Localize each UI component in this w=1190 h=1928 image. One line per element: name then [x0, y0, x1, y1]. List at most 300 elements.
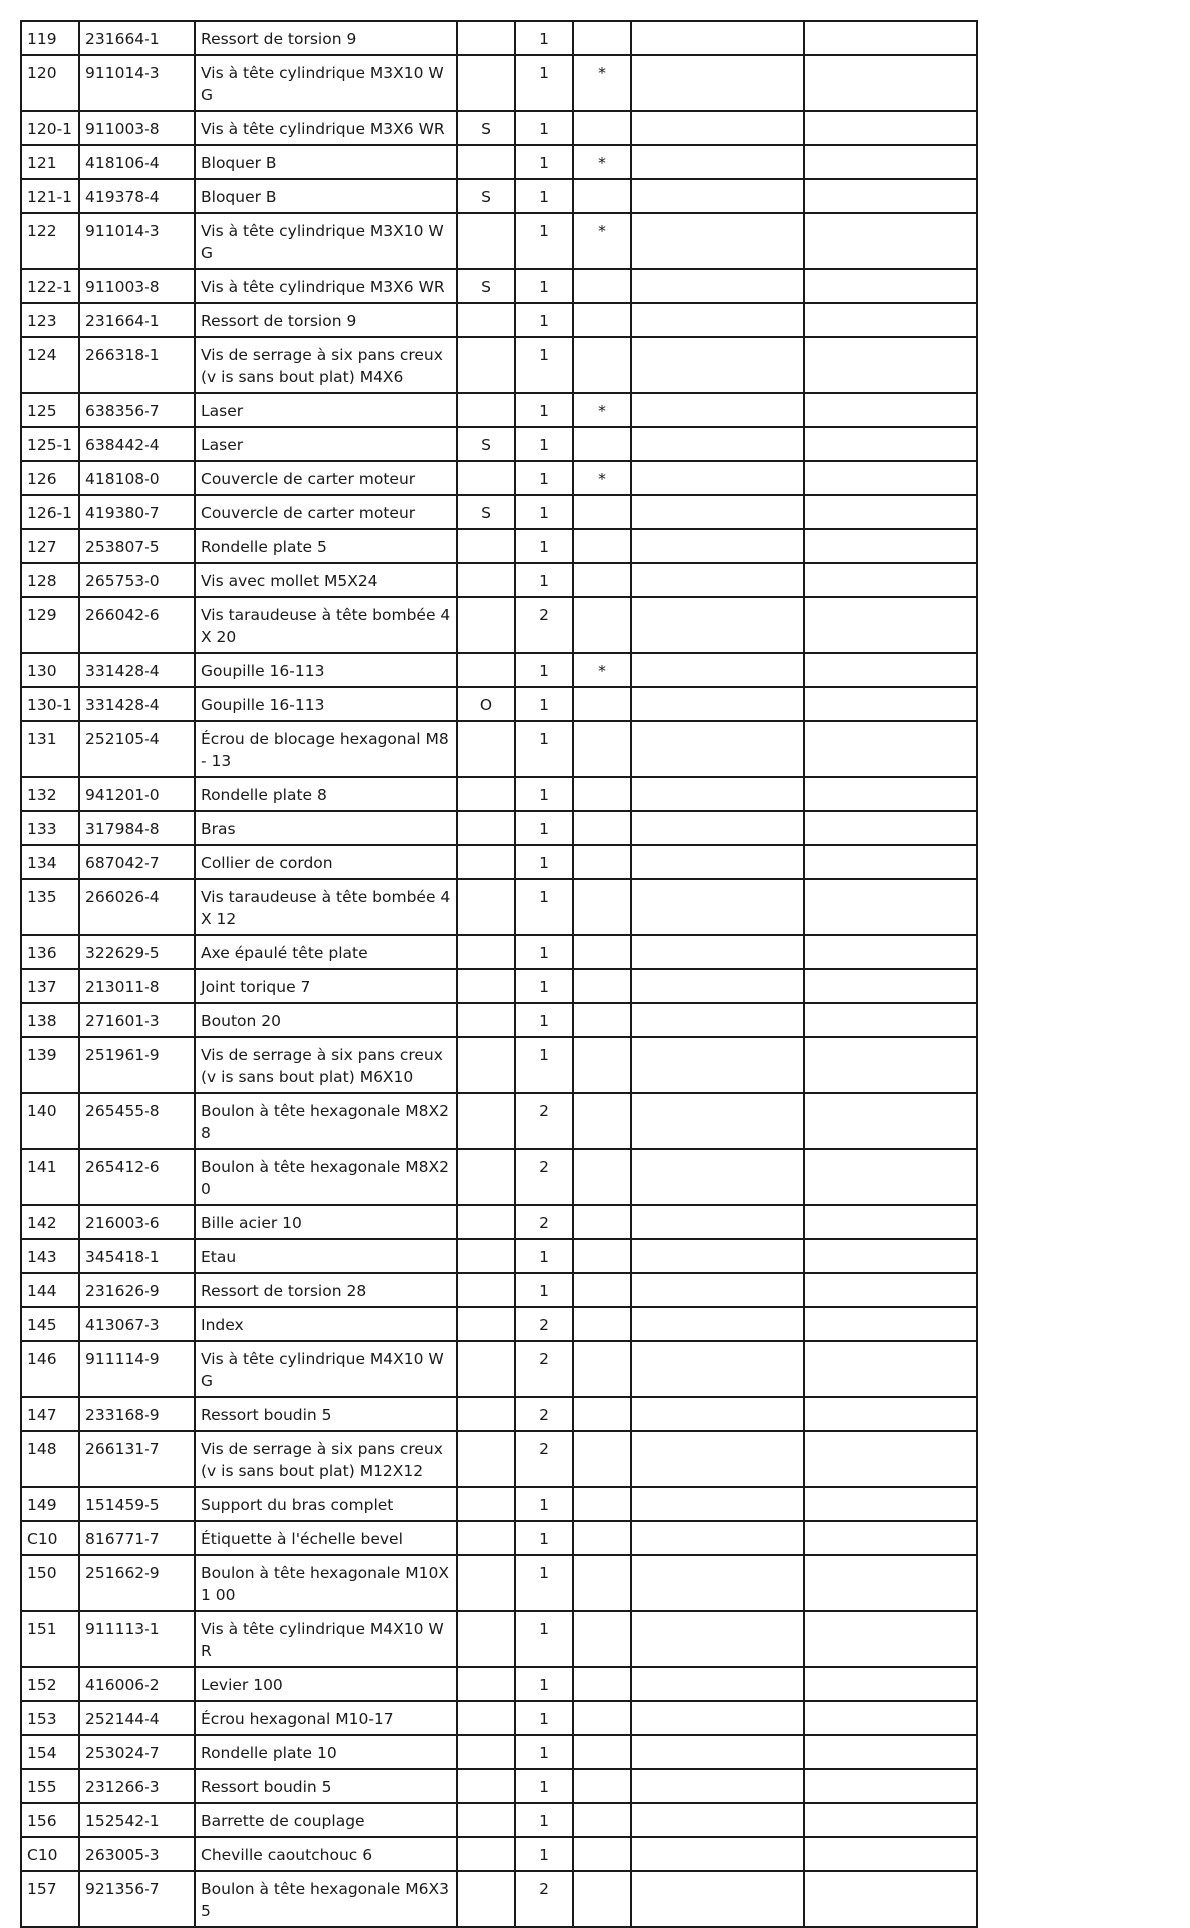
- table-row: [21, 1239, 977, 1273]
- parts-list-page: [20, 20, 976, 1928]
- table-row: [21, 269, 977, 303]
- blank-cell: [631, 653, 804, 687]
- quantity-cell: 2: [515, 1307, 573, 1341]
- note-cell: [573, 1803, 631, 1837]
- blank-cell: [631, 1431, 804, 1487]
- note-cell: [573, 1307, 631, 1341]
- quantity-cell: 2: [515, 1431, 573, 1487]
- part-number-cell: 345418-1: [79, 1239, 195, 1273]
- description-cell: Ressort de torsion 9: [195, 21, 457, 55]
- blank-cell: [804, 145, 977, 179]
- blank-cell: [804, 1397, 977, 1431]
- description-cell: Rondelle plate 5: [195, 529, 457, 563]
- quantity-cell: 1: [515, 179, 573, 213]
- item-number-cell: 135: [21, 879, 79, 935]
- table-row: [21, 1611, 977, 1667]
- blank-cell: [631, 303, 804, 337]
- blank-cell: [804, 1871, 977, 1927]
- blank-cell: [631, 393, 804, 427]
- blank-cell: [804, 461, 977, 495]
- item-number-cell: 155: [21, 1769, 79, 1803]
- part-number-cell: 331428-4: [79, 687, 195, 721]
- blank-cell: [804, 811, 977, 845]
- blank-cell: [804, 111, 977, 145]
- note-cell: [573, 1431, 631, 1487]
- blank-cell: [804, 1093, 977, 1149]
- table-row: [21, 1837, 977, 1871]
- item-number-cell: 130-1: [21, 687, 79, 721]
- part-number-cell: 317984-8: [79, 811, 195, 845]
- item-number-cell: 154: [21, 1735, 79, 1769]
- blank-cell: [804, 213, 977, 269]
- flag-cell: [457, 597, 515, 653]
- description-cell: Bloquer B: [195, 179, 457, 213]
- part-number-cell: 416006-2: [79, 1667, 195, 1701]
- quantity-cell: 2: [515, 1341, 573, 1397]
- description-cell: Étiquette à l'échelle bevel: [195, 1521, 457, 1555]
- part-number-cell: 263005-3: [79, 1837, 195, 1871]
- item-number-cell: 120-1: [21, 111, 79, 145]
- table-row: [21, 427, 977, 461]
- note-cell: [573, 337, 631, 393]
- blank-cell: [631, 1735, 804, 1769]
- table-row: [21, 845, 977, 879]
- description-cell: Écrou de blocage hexagonal M8- 13: [195, 721, 457, 777]
- blank-cell: [804, 427, 977, 461]
- part-number-cell: 252105-4: [79, 721, 195, 777]
- description-cell: Support du bras complet: [195, 1487, 457, 1521]
- table-row: [21, 777, 977, 811]
- item-number-cell: C10: [21, 1521, 79, 1555]
- part-number-cell: 911014-3: [79, 213, 195, 269]
- table-row: [21, 111, 977, 145]
- table-row: [21, 1431, 977, 1487]
- flag-cell: [457, 1667, 515, 1701]
- note-cell: [573, 1341, 631, 1397]
- description-cell: Laser: [195, 427, 457, 461]
- blank-cell: [804, 393, 977, 427]
- blank-cell: [804, 969, 977, 1003]
- description-cell: Bouton 20: [195, 1003, 457, 1037]
- blank-cell: [631, 969, 804, 1003]
- table-row: [21, 1341, 977, 1397]
- quantity-cell: 1: [515, 269, 573, 303]
- blank-cell: [631, 1837, 804, 1871]
- note-cell: [573, 1769, 631, 1803]
- table-row: [21, 721, 977, 777]
- blank-cell: [631, 1487, 804, 1521]
- part-number-cell: 419380-7: [79, 495, 195, 529]
- description-cell: Laser: [195, 393, 457, 427]
- blank-cell: [631, 213, 804, 269]
- flag-cell: [457, 1093, 515, 1149]
- blank-cell: [631, 337, 804, 393]
- quantity-cell: 1: [515, 393, 573, 427]
- blank-cell: [631, 777, 804, 811]
- blank-cell: [631, 1667, 804, 1701]
- item-number-cell: 129: [21, 597, 79, 653]
- item-number-cell: 151: [21, 1611, 79, 1667]
- note-cell: [573, 269, 631, 303]
- flag-cell: [457, 1555, 515, 1611]
- flag-cell: [457, 461, 515, 495]
- blank-cell: [804, 1307, 977, 1341]
- item-number-cell: 124: [21, 337, 79, 393]
- quantity-cell: 1: [515, 303, 573, 337]
- item-number-cell: 139: [21, 1037, 79, 1093]
- table-row: [21, 969, 977, 1003]
- quantity-cell: 1: [515, 969, 573, 1003]
- item-number-cell: 125: [21, 393, 79, 427]
- item-number-cell: 147: [21, 1397, 79, 1431]
- description-cell: Index: [195, 1307, 457, 1341]
- part-number-cell: 266026-4: [79, 879, 195, 935]
- description-cell: Axe épaulé tête plate: [195, 935, 457, 969]
- part-number-cell: 266042-6: [79, 597, 195, 653]
- part-number-cell: 252144-4: [79, 1701, 195, 1735]
- note-cell: [573, 845, 631, 879]
- note-cell: [573, 1837, 631, 1871]
- note-cell: [573, 21, 631, 55]
- quantity-cell: 1: [515, 1803, 573, 1837]
- description-cell: Bille acier 10: [195, 1205, 457, 1239]
- flag-cell: [457, 1307, 515, 1341]
- item-number-cell: 120: [21, 55, 79, 111]
- quantity-cell: 1: [515, 1003, 573, 1037]
- quantity-cell: 1: [515, 461, 573, 495]
- quantity-cell: 1: [515, 495, 573, 529]
- blank-cell: [631, 1273, 804, 1307]
- blank-cell: [804, 653, 977, 687]
- quantity-cell: 1: [515, 529, 573, 563]
- table-row: [21, 811, 977, 845]
- description-cell: Joint torique 7: [195, 969, 457, 1003]
- flag-cell: O: [457, 687, 515, 721]
- note-cell: [573, 303, 631, 337]
- blank-cell: [631, 1037, 804, 1093]
- flag-cell: [457, 1397, 515, 1431]
- blank-cell: [631, 721, 804, 777]
- part-number-cell: 233168-9: [79, 1397, 195, 1431]
- part-number-cell: 253024-7: [79, 1735, 195, 1769]
- flag-cell: [457, 1521, 515, 1555]
- quantity-cell: 1: [515, 563, 573, 597]
- description-cell: Barrette de couplage: [195, 1803, 457, 1837]
- table-row: [21, 1093, 977, 1149]
- flag-cell: S: [457, 111, 515, 145]
- item-number-cell: 122-1: [21, 269, 79, 303]
- blank-cell: [804, 1769, 977, 1803]
- table-row: [21, 563, 977, 597]
- blank-cell: [631, 461, 804, 495]
- flag-cell: [457, 1431, 515, 1487]
- quantity-cell: 1: [515, 687, 573, 721]
- table-row: [21, 1397, 977, 1431]
- quantity-cell: 1: [515, 111, 573, 145]
- table-row: [21, 1555, 977, 1611]
- table-row: [21, 1735, 977, 1769]
- table-row: [21, 1667, 977, 1701]
- quantity-cell: 1: [515, 1837, 573, 1871]
- flag-cell: S: [457, 495, 515, 529]
- description-cell: Vis à tête cylindrique M3X10 WG: [195, 213, 457, 269]
- quantity-cell: 1: [515, 1555, 573, 1611]
- item-number-cell: 142: [21, 1205, 79, 1239]
- blank-cell: [631, 1307, 804, 1341]
- flag-cell: [457, 529, 515, 563]
- item-number-cell: 145: [21, 1307, 79, 1341]
- quantity-cell: 1: [515, 1735, 573, 1769]
- description-cell: Vis à tête cylindrique M3X6 WR: [195, 111, 457, 145]
- item-number-cell: 127: [21, 529, 79, 563]
- blank-cell: [631, 1397, 804, 1431]
- quantity-cell: 1: [515, 1239, 573, 1273]
- part-number-cell: 213011-8: [79, 969, 195, 1003]
- flag-cell: [457, 563, 515, 597]
- note-cell: *: [573, 145, 631, 179]
- quantity-cell: 1: [515, 337, 573, 393]
- description-cell: Couvercle de carter moteur: [195, 461, 457, 495]
- description-cell: Etau: [195, 1239, 457, 1273]
- flag-cell: [457, 1341, 515, 1397]
- table-row: [21, 337, 977, 393]
- flag-cell: [457, 1837, 515, 1871]
- item-number-cell: 132: [21, 777, 79, 811]
- table-row: [21, 303, 977, 337]
- quantity-cell: 1: [515, 777, 573, 811]
- flag-cell: [457, 1273, 515, 1307]
- blank-cell: [631, 563, 804, 597]
- table-row: [21, 1871, 977, 1927]
- blank-cell: [804, 1521, 977, 1555]
- quantity-cell: 2: [515, 1871, 573, 1927]
- part-number-cell: 911113-1: [79, 1611, 195, 1667]
- flag-cell: [457, 1003, 515, 1037]
- blank-cell: [631, 1149, 804, 1205]
- quantity-cell: 1: [515, 145, 573, 179]
- part-number-cell: 638442-4: [79, 427, 195, 461]
- note-cell: *: [573, 55, 631, 111]
- description-cell: Vis à tête cylindrique M4X10 WG: [195, 1341, 457, 1397]
- blank-cell: [631, 1239, 804, 1273]
- part-number-cell: 687042-7: [79, 845, 195, 879]
- table-row: [21, 393, 977, 427]
- part-number-cell: 152542-1: [79, 1803, 195, 1837]
- note-cell: [573, 1037, 631, 1093]
- note-cell: [573, 111, 631, 145]
- note-cell: [573, 687, 631, 721]
- part-number-cell: 418108-0: [79, 461, 195, 495]
- quantity-cell: 1: [515, 1769, 573, 1803]
- note-cell: [573, 879, 631, 935]
- table-row: [21, 21, 977, 55]
- description-cell: Collier de cordon: [195, 845, 457, 879]
- item-number-cell: 141: [21, 1149, 79, 1205]
- note-cell: [573, 495, 631, 529]
- quantity-cell: 1: [515, 213, 573, 269]
- flag-cell: [457, 969, 515, 1003]
- item-number-cell: 123: [21, 303, 79, 337]
- table-row: [21, 1701, 977, 1735]
- description-cell: Bras: [195, 811, 457, 845]
- note-cell: [573, 1093, 631, 1149]
- blank-cell: [804, 1837, 977, 1871]
- blank-cell: [631, 1205, 804, 1239]
- part-number-cell: 231626-9: [79, 1273, 195, 1307]
- blank-cell: [804, 303, 977, 337]
- parts-table-body: [21, 21, 977, 1927]
- blank-cell: [631, 179, 804, 213]
- table-row: [21, 879, 977, 935]
- blank-cell: [804, 845, 977, 879]
- note-cell: [573, 1871, 631, 1927]
- part-number-cell: 266131-7: [79, 1431, 195, 1487]
- part-number-cell: 911014-3: [79, 55, 195, 111]
- note-cell: [573, 1003, 631, 1037]
- item-number-cell: 130: [21, 653, 79, 687]
- note-cell: [573, 1521, 631, 1555]
- flag-cell: [457, 653, 515, 687]
- quantity-cell: 1: [515, 1273, 573, 1307]
- quantity-cell: 1: [515, 1611, 573, 1667]
- flag-cell: [457, 935, 515, 969]
- blank-cell: [804, 1205, 977, 1239]
- blank-cell: [631, 879, 804, 935]
- flag-cell: [457, 213, 515, 269]
- part-number-cell: 322629-5: [79, 935, 195, 969]
- blank-cell: [804, 1239, 977, 1273]
- blank-cell: [804, 337, 977, 393]
- table-row: [21, 461, 977, 495]
- blank-cell: [804, 1701, 977, 1735]
- table-row: [21, 529, 977, 563]
- flag-cell: [457, 303, 515, 337]
- blank-cell: [804, 721, 977, 777]
- part-number-cell: 419378-4: [79, 179, 195, 213]
- part-number-cell: 921356-7: [79, 1871, 195, 1927]
- item-number-cell: 146: [21, 1341, 79, 1397]
- blank-cell: [631, 495, 804, 529]
- blank-cell: [631, 687, 804, 721]
- description-cell: Couvercle de carter moteur: [195, 495, 457, 529]
- flag-cell: S: [457, 179, 515, 213]
- part-number-cell: 151459-5: [79, 1487, 195, 1521]
- flag-cell: [457, 721, 515, 777]
- blank-cell: [631, 1341, 804, 1397]
- description-cell: Vis à tête cylindrique M4X10 WR: [195, 1611, 457, 1667]
- blank-cell: [804, 1273, 977, 1307]
- item-number-cell: 126-1: [21, 495, 79, 529]
- description-cell: Vis de serrage à six pans creux (v is sans bout plat) M12X12: [195, 1431, 457, 1487]
- blank-cell: [631, 1521, 804, 1555]
- part-number-cell: 251662-9: [79, 1555, 195, 1611]
- blank-cell: [631, 21, 804, 55]
- note-cell: [573, 1149, 631, 1205]
- part-number-cell: 231664-1: [79, 303, 195, 337]
- blank-cell: [804, 563, 977, 597]
- flag-cell: [457, 55, 515, 111]
- item-number-cell: 125-1: [21, 427, 79, 461]
- note-cell: *: [573, 213, 631, 269]
- quantity-cell: 1: [515, 1037, 573, 1093]
- table-row: [21, 1003, 977, 1037]
- note-cell: [573, 969, 631, 1003]
- item-number-cell: 148: [21, 1431, 79, 1487]
- quantity-cell: 1: [515, 845, 573, 879]
- table-row: [21, 495, 977, 529]
- item-number-cell: 150: [21, 1555, 79, 1611]
- description-cell: Vis taraudeuse à tête bombée 4X 20: [195, 597, 457, 653]
- parts-table: [20, 20, 978, 1928]
- blank-cell: [804, 495, 977, 529]
- flag-cell: [457, 1735, 515, 1769]
- blank-cell: [804, 529, 977, 563]
- flag-cell: [457, 1611, 515, 1667]
- item-number-cell: 137: [21, 969, 79, 1003]
- note-cell: [573, 1487, 631, 1521]
- note-cell: [573, 1239, 631, 1273]
- flag-cell: [457, 1149, 515, 1205]
- flag-cell: [457, 1487, 515, 1521]
- note-cell: [573, 427, 631, 461]
- quantity-cell: 1: [515, 21, 573, 55]
- blank-cell: [804, 1667, 977, 1701]
- item-number-cell: 122: [21, 213, 79, 269]
- description-cell: Vis de serrage à six pans creux (v is sans bout plat) M6X10: [195, 1037, 457, 1093]
- blank-cell: [631, 1701, 804, 1735]
- blank-cell: [631, 145, 804, 179]
- blank-cell: [631, 811, 804, 845]
- blank-cell: [804, 1037, 977, 1093]
- part-number-cell: 331428-4: [79, 653, 195, 687]
- quantity-cell: 1: [515, 1487, 573, 1521]
- blank-cell: [631, 269, 804, 303]
- table-row: [21, 935, 977, 969]
- flag-cell: [457, 1205, 515, 1239]
- description-cell: Boulon à tête hexagonale M8X28: [195, 1093, 457, 1149]
- flag-cell: [457, 1037, 515, 1093]
- blank-cell: [631, 845, 804, 879]
- flag-cell: [457, 845, 515, 879]
- note-cell: [573, 935, 631, 969]
- blank-cell: [804, 879, 977, 935]
- description-cell: Ressort de torsion 9: [195, 303, 457, 337]
- description-cell: Rondelle plate 8: [195, 777, 457, 811]
- description-cell: Goupille 16-113: [195, 653, 457, 687]
- note-cell: [573, 1555, 631, 1611]
- description-cell: Boulon à tête hexagonale M6X35: [195, 1871, 457, 1927]
- item-number-cell: 138: [21, 1003, 79, 1037]
- note-cell: [573, 529, 631, 563]
- part-number-cell: 266318-1: [79, 337, 195, 393]
- flag-cell: [457, 777, 515, 811]
- description-cell: Levier 100: [195, 1667, 457, 1701]
- table-row: [21, 653, 977, 687]
- description-cell: Boulon à tête hexagonale M10X1 00: [195, 1555, 457, 1611]
- item-number-cell: 140: [21, 1093, 79, 1149]
- description-cell: Goupille 16-113: [195, 687, 457, 721]
- part-number-cell: 941201-0: [79, 777, 195, 811]
- blank-cell: [804, 597, 977, 653]
- note-cell: [573, 563, 631, 597]
- flag-cell: [457, 393, 515, 427]
- item-number-cell: 156: [21, 1803, 79, 1837]
- note-cell: [573, 811, 631, 845]
- flag-cell: [457, 21, 515, 55]
- part-number-cell: 418106-4: [79, 145, 195, 179]
- flag-cell: [457, 1769, 515, 1803]
- description-cell: Ressort boudin 5: [195, 1769, 457, 1803]
